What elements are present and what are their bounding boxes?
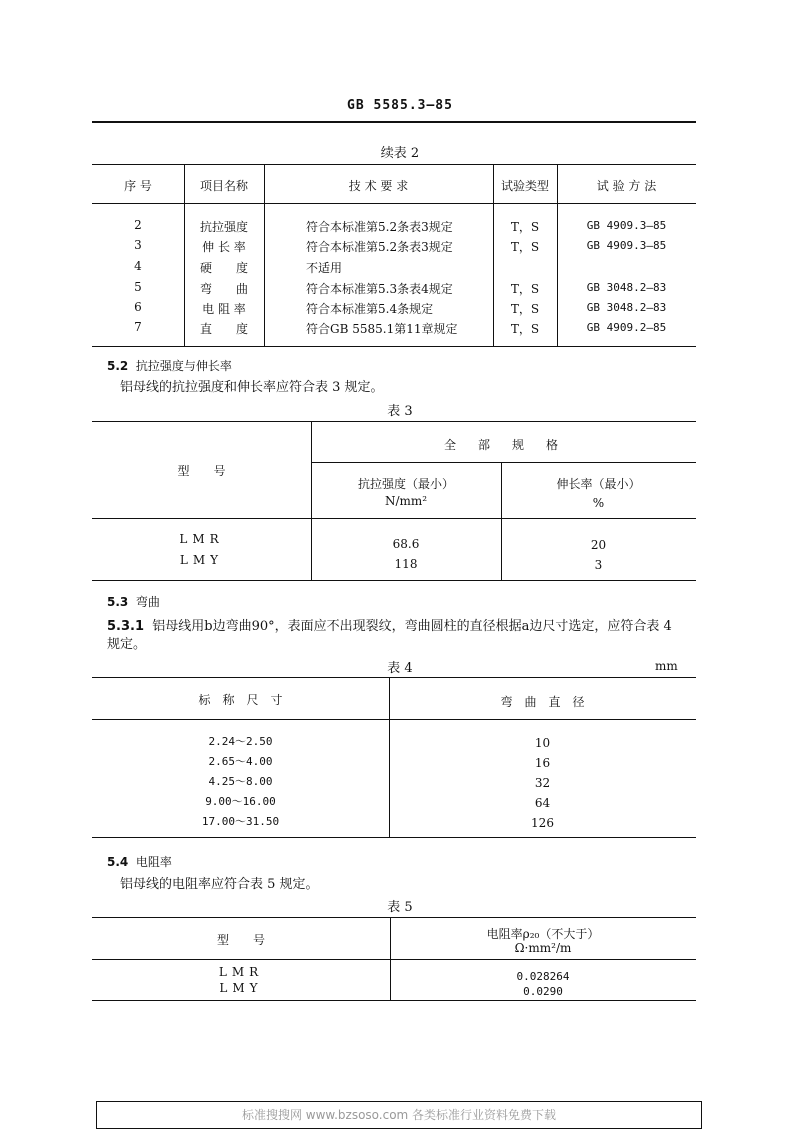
- table3-cell-elongation: 3: [594, 558, 603, 572]
- section-5-2-heading: [107, 357, 232, 374]
- footer-banner: 标准搜搜网 www.bzsoso.com 各类标准行业资料免费下载: [96, 1101, 702, 1129]
- table3-group-rule: [311, 462, 696, 463]
- table5-header-rule: [92, 959, 696, 960]
- table4-cell-size: 2.65～4.00: [208, 755, 273, 768]
- table2-cell-type: T，S: [510, 240, 540, 254]
- section-5-4-heading: [107, 853, 172, 870]
- table4-cell-size: 4.25～8.00: [208, 775, 273, 788]
- section-5-3-1-text: [107, 615, 672, 634]
- table4-top-rule: [92, 677, 696, 678]
- table2-cell-method: GB 4909.3—85: [586, 219, 667, 232]
- table2-cell-type: T，S: [510, 322, 540, 336]
- table2-cell-type: T，S: [510, 220, 540, 234]
- table2-header-cell: 项目名称: [199, 179, 248, 193]
- table3-caption: 表 3: [387, 404, 413, 419]
- table2-header-cell: 序 号: [124, 179, 152, 193]
- table3-header-strength-unit: N/mm²: [384, 494, 428, 508]
- table2-cell-item: 抗拉强度: [199, 220, 248, 234]
- table4-header-rule: [92, 719, 696, 720]
- table4-header-diameter: 弯 曲 直 径: [500, 695, 585, 709]
- table2-cell-req: 符合本标准第5.3条表4规定: [306, 282, 453, 296]
- header-rule: [92, 121, 696, 123]
- section-text: 铝母线用b边弯曲90°，表面应不出现裂纹，弯曲圆柱的直径根据a边尺寸选定，应符合表 4: [152, 619, 672, 634]
- table3-header-elongation-unit: %: [592, 496, 605, 510]
- table3-header-group: 全 部 规 格: [443, 438, 563, 452]
- table2-cell-type: T，S: [510, 282, 540, 296]
- table4-cell-size: 17.00～31.50: [201, 815, 280, 828]
- section-5-4-text: 铝母线的电阻率应符合表 5 规定。: [120, 877, 319, 892]
- standard-code: GB 5585.3—85: [347, 98, 453, 113]
- table5-cell-model: LMY: [219, 981, 263, 995]
- table3-cell-strength: 68.6: [392, 537, 420, 551]
- table3-cell-model: LMY: [179, 553, 224, 567]
- table2-cell-method: GB 3048.2—83: [586, 281, 667, 294]
- table3-cell-strength: 118: [394, 557, 418, 571]
- section-5-3-1-text-cont: 规定。: [107, 637, 147, 652]
- table5-caption: 表 5: [387, 900, 413, 915]
- table2-cell-no: 5: [134, 280, 142, 294]
- table2-cell-req: 符合本标准第5.4条规定: [306, 302, 434, 316]
- section-title: 抗拉强度与伸长率: [135, 359, 232, 373]
- table2-cell-item: 硬 度: [199, 261, 248, 275]
- table4-unit: mm: [655, 659, 678, 673]
- table4-cell-diameter: 10: [534, 736, 551, 750]
- table4-cell-diameter: 64: [534, 796, 551, 810]
- table2-header-cell: 技 术 要 求: [348, 179, 409, 193]
- table2-header-cell: 试验类型: [500, 179, 549, 193]
- table2-cell-req: 符合本标准第5.2条表3规定: [306, 240, 453, 254]
- table2-cell-no: 2: [134, 218, 142, 232]
- table2-cell-req: 符合本标准第5.2条表3规定: [306, 220, 453, 234]
- table2-top-rule: [92, 164, 696, 165]
- table2-cell-req: 不适用: [306, 261, 343, 275]
- table2-cell-item: 弯 曲: [199, 282, 248, 296]
- section-number: 5.2: [107, 359, 129, 373]
- table2-cell-no: 4: [134, 259, 142, 273]
- table5-header-unit: Ω·mm²/m: [514, 941, 572, 955]
- table3-header-strength: 抗拉强度（最小）: [357, 477, 454, 491]
- table2-cell-item: 伸 长 率: [202, 240, 246, 254]
- table4-cell-size: 2.24～2.50: [208, 735, 273, 748]
- table5-cell-resistivity: 0.0290: [523, 985, 563, 998]
- table4-cell-diameter: 126: [531, 816, 554, 830]
- section-number: 5.3.1: [107, 619, 145, 634]
- table2-cell-type: T，S: [510, 302, 540, 316]
- table2-bottom-rule: [92, 346, 696, 347]
- table4-cell-size: 9.00～16.00: [205, 795, 276, 808]
- table3-cell-elongation: 20: [590, 538, 607, 552]
- table3-cell-model: LMR: [179, 532, 224, 546]
- table4-bottom-rule: [92, 837, 696, 838]
- table3-bottom-rule: [92, 580, 696, 581]
- table2-cell-item: 直 度: [199, 322, 248, 336]
- table2-cell-method: GB 4909.2—85: [586, 321, 667, 334]
- table2-header-rule: [92, 203, 696, 204]
- section-5-2-text: 铝母线的抗拉强度和伸长率应符合表 3 规定。: [120, 380, 384, 395]
- table3-header-rule: [92, 518, 696, 519]
- table5-cell-resistivity: 0.028264: [516, 970, 570, 983]
- table5-header-resistivity: 电阻率ρ₂₀（不大于）: [486, 927, 600, 941]
- section-number: 5.3: [107, 595, 129, 609]
- section-title: 弯曲: [135, 595, 160, 609]
- table2-cell-method: GB 4909.3—85: [586, 239, 667, 252]
- table5-cell-model: LMR: [218, 965, 264, 979]
- section-5-3-heading: [107, 593, 160, 610]
- table2-cell-no: 7: [134, 320, 142, 334]
- table2-cell-item: 电 阻 率: [202, 302, 246, 316]
- table4-cell-diameter: 32: [534, 776, 551, 790]
- section-title: 电阻率: [135, 855, 172, 869]
- table3-header-elongation: 伸长率（最小）: [556, 477, 641, 491]
- table4-cell-diameter: 16: [534, 756, 551, 770]
- table4-header-size: 标 称 尺 寸: [198, 693, 283, 707]
- section-number: 5.4: [107, 855, 129, 869]
- table2-cell-req: 符合GB 5585.1第11章规定: [306, 322, 458, 336]
- table5-header-model: 型 号: [216, 933, 265, 947]
- table2-caption: 续表 2: [380, 146, 420, 161]
- table3-header-model: 型 号: [177, 464, 226, 478]
- table4-caption: 表 4: [387, 661, 413, 676]
- table5-bottom-rule: [92, 1000, 696, 1001]
- table2-cell-no: 6: [134, 300, 142, 314]
- table2-cell-method: GB 3048.2—83: [586, 301, 667, 314]
- table5-top-rule: [92, 917, 696, 918]
- table2-header-cell: 试 验 方 法: [596, 179, 657, 193]
- table2-cell-no: 3: [134, 238, 142, 252]
- table3-top-rule: [92, 421, 696, 422]
